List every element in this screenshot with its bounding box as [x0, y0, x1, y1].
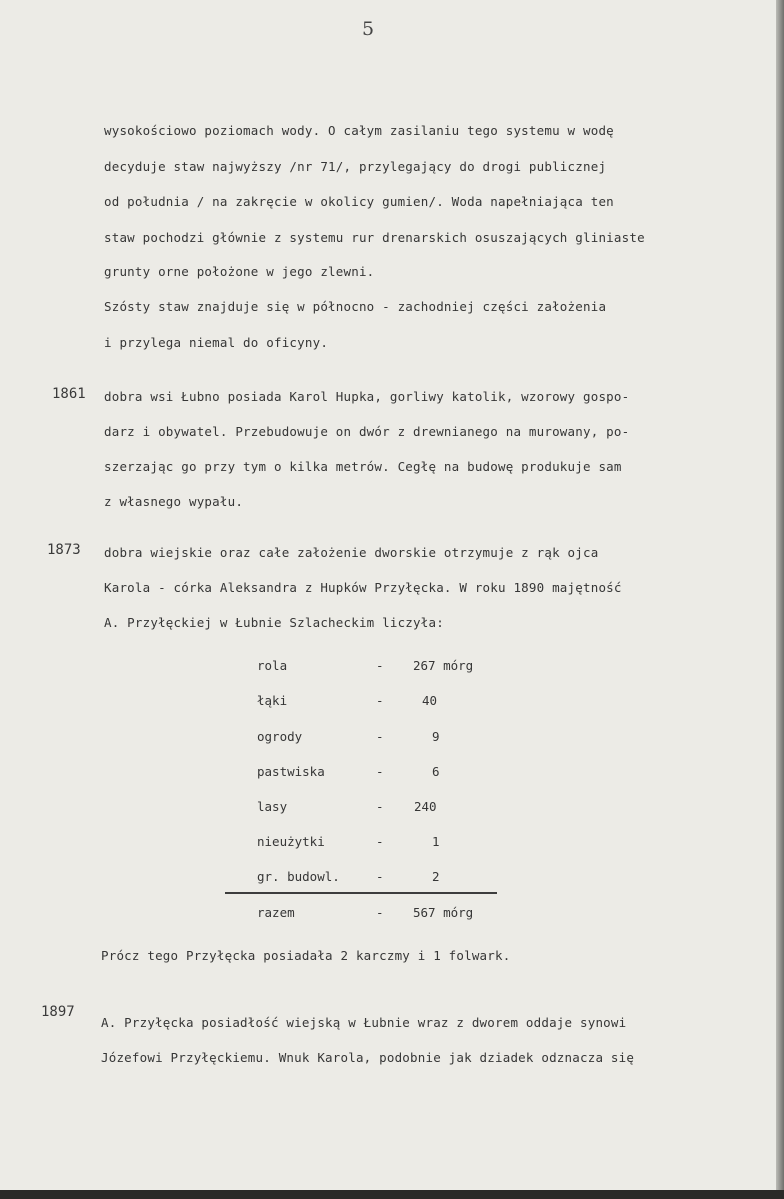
year-1861: 1861 — [52, 386, 86, 402]
table-row-dash: - — [376, 658, 384, 673]
table-row-dash: - — [376, 693, 384, 708]
table-row-value: 240 — [414, 799, 437, 814]
text-line: darz i obywatel. Przebudowuje on dwór z drewnianego na murowany, po- — [104, 424, 630, 439]
text-line: Karola - córka Aleksandra z Hupków Przyłęcka. W roku 1890 majętność — [104, 580, 622, 595]
text-line: Szósty staw znajduje się w północno - zachodniej części założenia — [104, 299, 607, 314]
year-1897: 1897 — [41, 1004, 75, 1020]
table-row-label: pastwiska — [257, 764, 325, 779]
table-row-dash: - — [376, 869, 384, 884]
year-1873: 1873 — [47, 542, 81, 558]
table-row-dash: - — [376, 729, 384, 744]
table-row-label: ogrody — [257, 729, 303, 744]
text-line: A. Przyłęckiej w Łubnie Szlacheckim liczyła: — [104, 615, 444, 630]
table-row-dash: - — [376, 799, 384, 814]
table-row-dash: - — [376, 764, 384, 779]
text-line: Józefowi Przyłęckiemu. Wnuk Karola, podobnie jak dziadek odznacza się — [101, 1050, 635, 1065]
scan-edge-bottom — [0, 1190, 784, 1199]
table-total-value: 567 mórg — [413, 905, 474, 920]
table-row-label: rola — [257, 658, 288, 673]
table-row-value: 2 — [432, 869, 440, 884]
table-row-value: 267 mórg — [413, 658, 474, 673]
table-row-dash: - — [376, 834, 384, 849]
table-row-label: gr. budowl. — [257, 869, 340, 884]
table-total-label: razem — [257, 905, 295, 920]
table-row-value: 1 — [432, 834, 440, 849]
text-line: Prócz tego Przyłęcka posiadała 2 karczmy i 1 folwark. — [101, 948, 511, 963]
text-line: i przylega niemal do oficyny. — [104, 335, 329, 350]
text-line: wysokościowo poziomach wody. O całym zasilaniu tego systemu w wodę — [104, 123, 614, 138]
table-sum-rule — [225, 892, 497, 894]
text-line: dobra wiejskie oraz całe założenie dworskie otrzymuje z rąk ojca — [104, 545, 599, 560]
table-row-value: 9 — [432, 729, 440, 744]
table-row-value: 40 — [422, 693, 438, 708]
table-row-label: nieużytki — [257, 834, 325, 849]
table-row-label: łąki — [257, 693, 288, 708]
table-total-dash: - — [376, 905, 384, 920]
scan-edge-right — [776, 0, 784, 1199]
text-line: decyduje staw najwyższy /nr 71/, przylegający do drogi publicznej — [104, 159, 607, 174]
page-number: 5 — [362, 18, 375, 40]
table-row-label: lasy — [257, 799, 288, 814]
text-line: staw pochodzi głównie z systemu rur drenarskich osuszających gliniaste — [104, 230, 645, 245]
text-line: grunty orne położone w jego zlewni. — [104, 264, 375, 279]
text-line: szerzając go przy tym o kilka metrów. Cegłę na budowę produkuje sam — [104, 459, 622, 474]
text-line: od południa / na zakręcie w okolicy gumien/. Woda napełniająca ten — [104, 194, 614, 209]
table-row-value: 6 — [432, 764, 440, 779]
text-line: dobra wsi Łubno posiada Karol Hupka, gorliwy katolik, wzorowy gospo- — [104, 389, 630, 404]
text-line: z własnego wypału. — [104, 494, 244, 509]
text-line: A. Przyłęcka posiadłość wiejską w Łubnie wraz z dworem oddaje synowi — [101, 1015, 627, 1030]
